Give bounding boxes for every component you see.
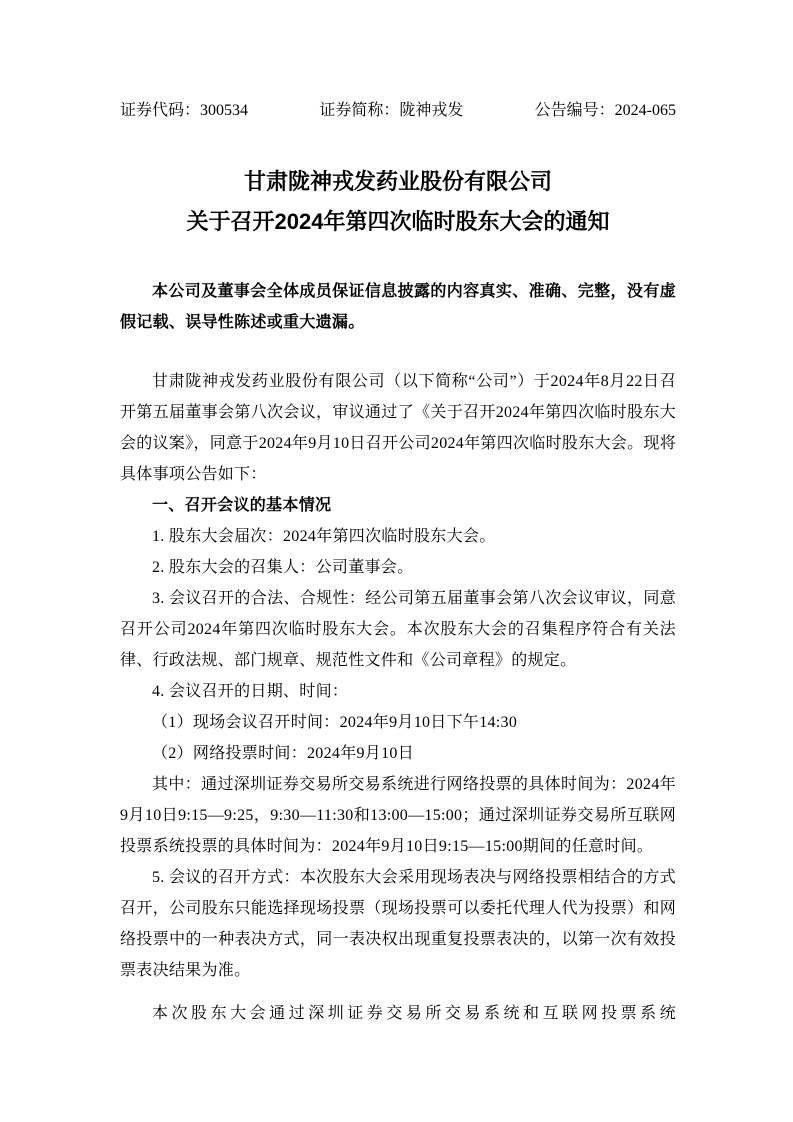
item-2-convener: 2. 股东大会的召集人：公司董事会。 [152,559,414,576]
disclaimer-statement: 本公司及董事会全体成员保证信息披露的内容真实、准确、完整，没有虚假记载、误导性陈述或重大遗漏。 [120,283,676,331]
item-4-2-online-voting-time: （2）网络投票时间：2024年9月10日 [152,745,415,762]
item-3-legality: 3. 会议召开的合法、合规性：经公司第五届董事会第八次会议审议，同意召开公司2024年第四次临时股东大会。本次股东大会的召集程序符合有关法律、行政法规、部门规章、规范性文件和《公司章程》的规定。 [120,590,676,669]
item-4-date-time: 4. 会议召开的日期、时间： [152,683,349,700]
stock-short-name: 证券简称：陇神戎发 [319,102,464,119]
company-name-title: 甘肃陇神戎发药业股份有限公司 [243,169,552,194]
continuation-line: 本次股东大会通过深圳证券交易所交易系统和互联网投票系统 [152,1005,676,1022]
intro-paragraph: 甘肃陇神戎发药业股份有限公司（以下简称“公司”）于2024年8月22日召开第五届董事会第八次会议，审议通过了《关于召开2024年第四次临时股东大会的议案》，同意于2024年9月10日召开公司2024年第四次临时股东大会。现将具体事项公告如下： [120,373,677,483]
section-1-heading: 一、召开会议的基本情况 [152,497,332,514]
document-header [120,100,676,122]
item-5-meeting-method: 5. 会议的召开方式：本次股东大会采用现场表决与网络投票相结合的方式召开，公司股东只能选择现场投票（现场投票可以委托代理人代为投票）和网络投票中的一种表决方式，同一表决权出现重复投票表决的，以第一次有效投票表决结果为准。 [120,869,676,979]
online-voting-time-detail: 其中：通过深圳证券交易所交易系统进行网络投票的具体时间为：2024年9月10日9:15—9:25，9:30—11:30和13:00—15:00；通过深圳证券交易所互联网投票系统投票的具体时间为：2024年9月10日9:15—15:00期间的任意时间。 [120,776,676,855]
item-1-meeting-session: 1. 股东大会届次：2024年第四次临时股东大会。 [152,528,496,545]
stock-code: 证券代码：300534 [120,102,249,119]
announcement-number: 公告编号：2024-065 [534,102,676,119]
notice-subject-title: 关于召开2024年第四次临时股东大会的通知 [186,209,610,234]
item-4-1-onsite-meeting-time: （1）现场会议召开时间：2024年9月10日下午14:30 [152,714,518,731]
